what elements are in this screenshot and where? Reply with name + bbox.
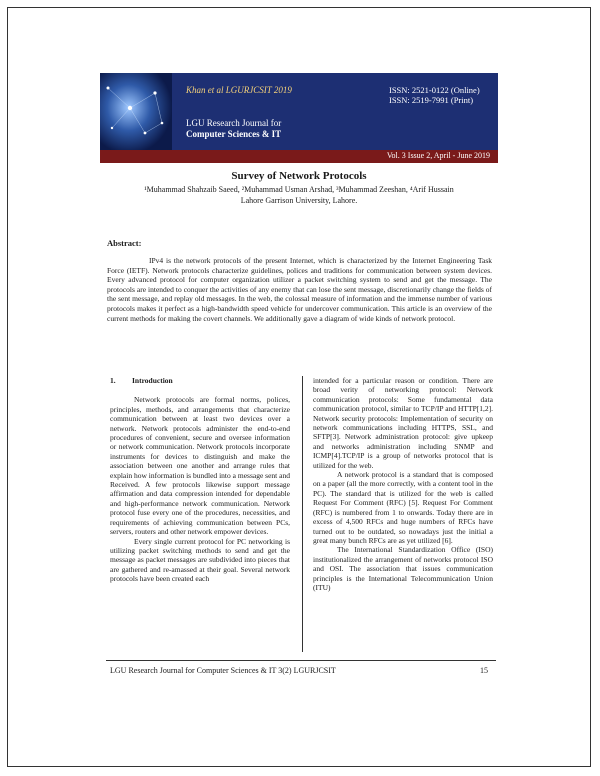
right-column: [313, 376, 493, 592]
footer-journal: LGU Research Journal for Computer Sciences & IT 3(2) LGURJCSIT: [110, 666, 336, 675]
paragraph: Network protocols are formal norms, polices, principles, methods, and arrangements that characterize communication between at least two devices over a network. Network protocols administer the end-to-end procedures of convenient, secure and oversee information or network communication. Network protocols incorporate instruments for devices to distinguish and make the association between one another and arrange rules that explain how information is bundled into a message sent and Received. A few protocols likewise support message affirmation and data compression intended for dependable and high-performance network communication. Network protocol fuse every one of the procedures, necessities, and requirements of achieving communication between PCs, servers, routers and other network empower devices.: [110, 395, 290, 537]
abstract-text: IPv4 is the network protocols of the present Internet, which is characterized by the Internet Engineering Task Force (IETF). Network protocols characterize guidelines, polices and traditions for communication between system devices. Every advanced protocol for computer organization utilizer a packet switching system to send and get the message. The protocols are intended to conquer the activities of any enemy that can lose the sent message, discretionarily change the fields of the sent message, and replay old messages. In the web, the colossal measure of information and the immense number of various protocols makes it perfect as a high-bandwidth speed vehicle for undercover communication. This article is an overview of the current methods for making the covert channels. We additionally gave a diagram of wide kinds of network protocol.: [107, 256, 492, 323]
section-title: Introduction: [132, 376, 173, 385]
footer-divider: [106, 660, 496, 661]
paragraph: intended for a particular reason or condition. There are broad verity of networking protocol: Network communication protocols: Some fundamental data communication protocol, similar to TCP/IP and HTTP[1,2]. Network security protocols: Implementation of security on network communications including HTTPS, SSL, and SFTP[3]. Network administration protocol: give upkeep and networks administration including SNMP and ICMP[4].TCP/IP is a group of networks protocol that is utilized for the web.: [313, 376, 493, 470]
paper-authors: ¹Muhammad Shahzaib Saeed, ²Muhammad Usman Arshad, ³Muhammad Zeeshan, ⁴Arif Hussain: [144, 185, 454, 194]
volume-issue: Vol. 3 Issue 2, April - June 2019: [386, 151, 490, 160]
left-column: [110, 376, 290, 584]
paragraph: Every single current protocol for PC networking is utilizing packet switching methods to send and get the message as packet messages are subdivided into pieces that are gathered and re-amassed at their goal. Several network protocols have been created each: [110, 536, 290, 584]
journal-banner: [100, 73, 498, 150]
journal-citation: Khan et al LGURJCSIT 2019: [186, 85, 292, 95]
column-divider: [302, 376, 303, 652]
abstract-heading: Abstract:: [107, 238, 142, 248]
banner-network-graphic: [100, 73, 172, 150]
paper-title: Survey of Network Protocols: [231, 170, 367, 182]
volume-bar: [100, 150, 498, 163]
paper-affiliation: Lahore Garrison University, Lahore.: [240, 196, 358, 205]
section-heading: [110, 376, 290, 385]
journal-name-line1: LGU Research Journal for: [186, 118, 282, 128]
section-number: 1.: [110, 376, 116, 385]
page-number: 15: [480, 666, 488, 675]
paragraph: The International Standardization Office (ISO) institutionalized the arrangement of networks protocol ISO and OSI. The association that issues communication principles is the International Telecommunication Union (ITU): [313, 545, 493, 592]
paragraph: A network protocol is a standard that is composed on a paper (all the more correctly, with a content tool in the PC). The standard that is utilized for the web is called Request For Comment (RFC) [5]. Request For Comment (RFC) is numbered from 1 to onwards. Today there are in excess of 4,500 RFCs and huge numbers of RFCs have turned out to be outdated, so nowadays just the initial a great many bunch RFCs are as yet utilized [6].: [313, 470, 493, 545]
issn-online: ISSN: 2521-0122 (Online): [389, 85, 480, 95]
journal-name-line2: Computer Sciences & IT: [186, 129, 282, 139]
issn-print: ISSN: 2519-7991 (Print): [389, 95, 474, 105]
